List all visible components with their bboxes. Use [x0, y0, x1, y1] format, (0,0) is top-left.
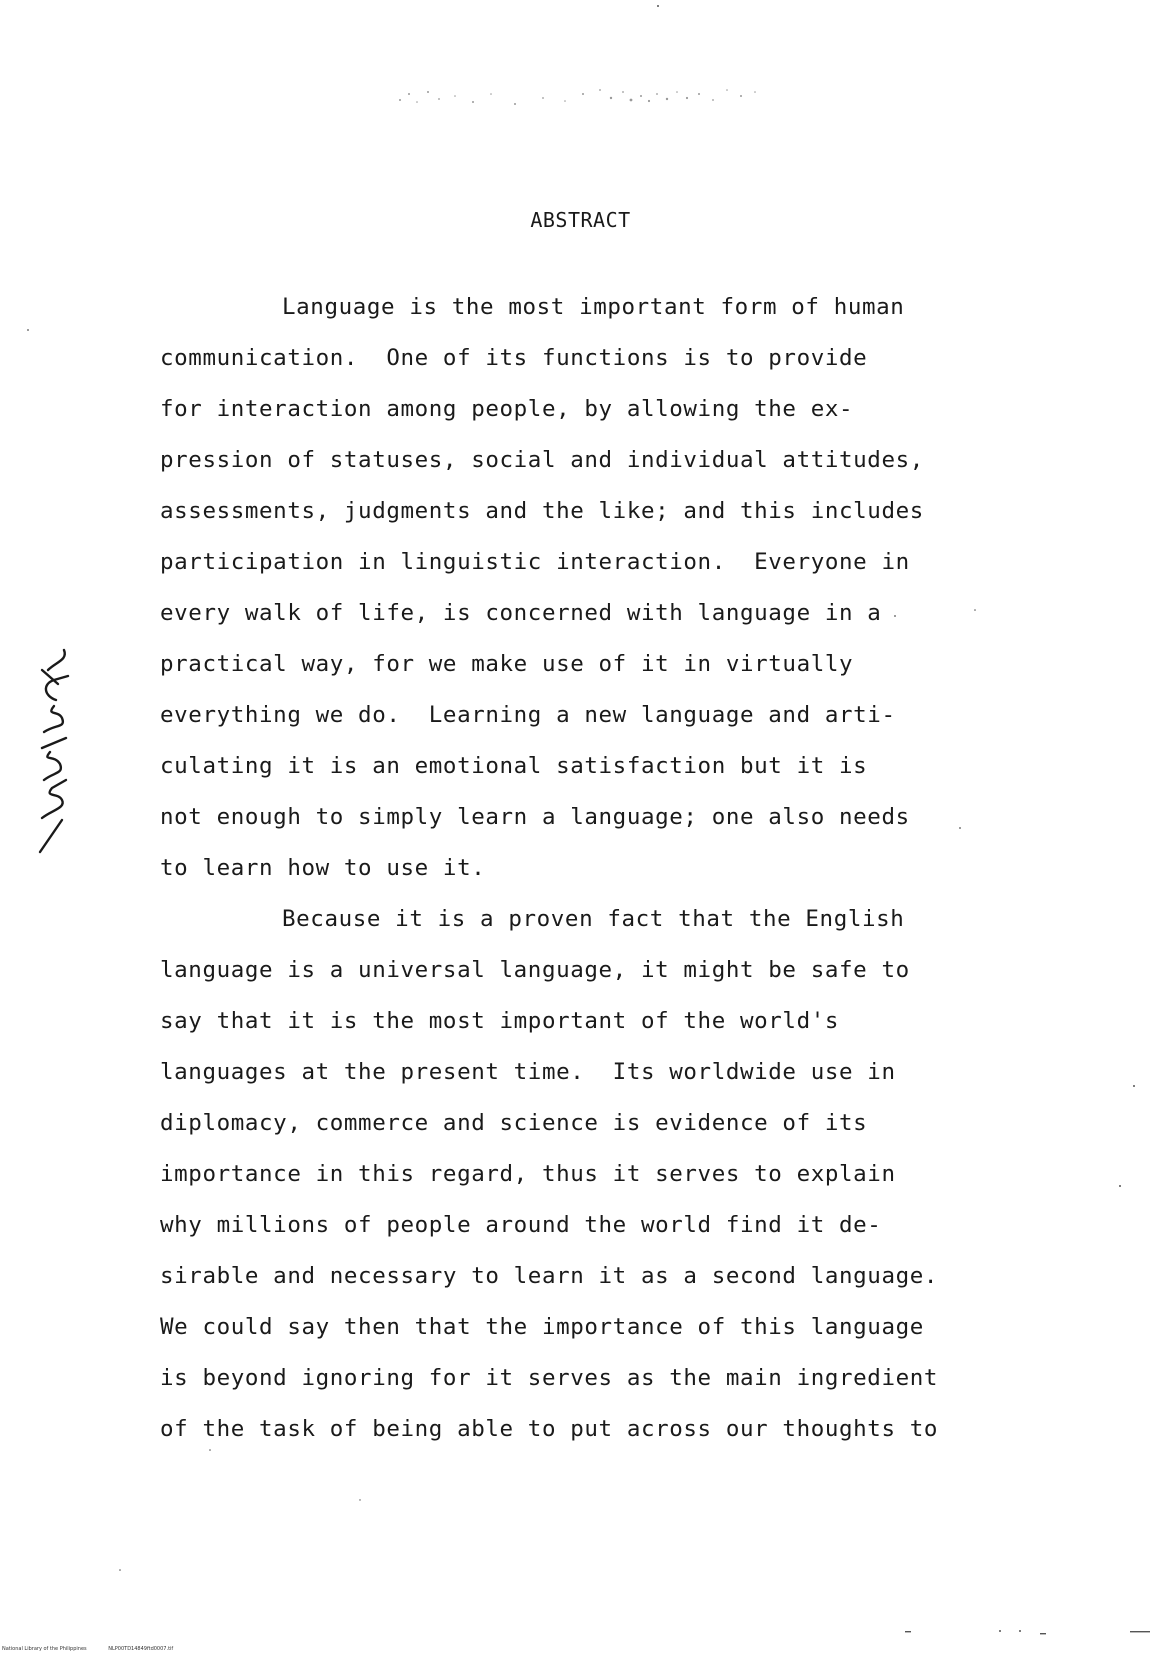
footer-filename: NLP00TD14849ftd0007.tif: [108, 1646, 174, 1652]
text-line: languages at the present time. Its worldwide use in: [160, 1059, 896, 1085]
text-line: not enough to simply learn a language; one also needs: [160, 804, 910, 830]
abstract-heading: ABSTRACT: [530, 208, 631, 232]
text-line: Because it is a proven fact that the English: [282, 906, 905, 932]
text-line: for interaction among people, by allowing the ex-: [160, 396, 854, 422]
text-line: every walk of life, is concerned with language in a: [160, 600, 882, 626]
text-line: why millions of people around the world find it de-: [160, 1212, 882, 1238]
text-line: practical way, for we make use of it in virtually: [160, 651, 854, 677]
text-line: say that it is the most important of the world's: [160, 1008, 840, 1034]
text-line: assessments, judgments and the like; and this includes: [160, 498, 924, 524]
text-line: sirable and necessary to learn it as a second language.: [160, 1263, 939, 1289]
abstract-body: [160, 282, 1040, 1455]
scan-footer: [2, 1646, 193, 1652]
faded-header-smudge: [395, 82, 765, 110]
text-line: culating it is an emotional satisfaction but it is: [160, 753, 868, 779]
text-line: everything we do. Learning a new language and arti-: [160, 702, 896, 728]
text-line: We could say then that the importance of this language: [160, 1314, 924, 1340]
text-line: pression of statuses, social and individual attitudes,: [160, 447, 924, 473]
text-line: to learn how to use it.: [160, 855, 486, 881]
text-line: is beyond ignoring for it serves as the main ingredient: [160, 1365, 939, 1391]
text-line: importance in this regard, thus it serves to explain: [160, 1161, 896, 1187]
text-line: Language is the most important form of human: [282, 294, 905, 320]
text-line: diplomacy, commerce and science is evidence of its: [160, 1110, 868, 1136]
text-line: language is a universal language, it might be safe to: [160, 957, 910, 983]
footer-library: National Library of the Philippines: [2, 1646, 87, 1652]
text-line: of the task of being able to put across our thoughts to: [160, 1416, 939, 1442]
text-line: communication. One of its functions is to provide: [160, 345, 868, 371]
text-line: participation in linguistic interaction. Everyone in: [160, 549, 910, 575]
handwritten-margin-annotation: [22, 640, 82, 860]
